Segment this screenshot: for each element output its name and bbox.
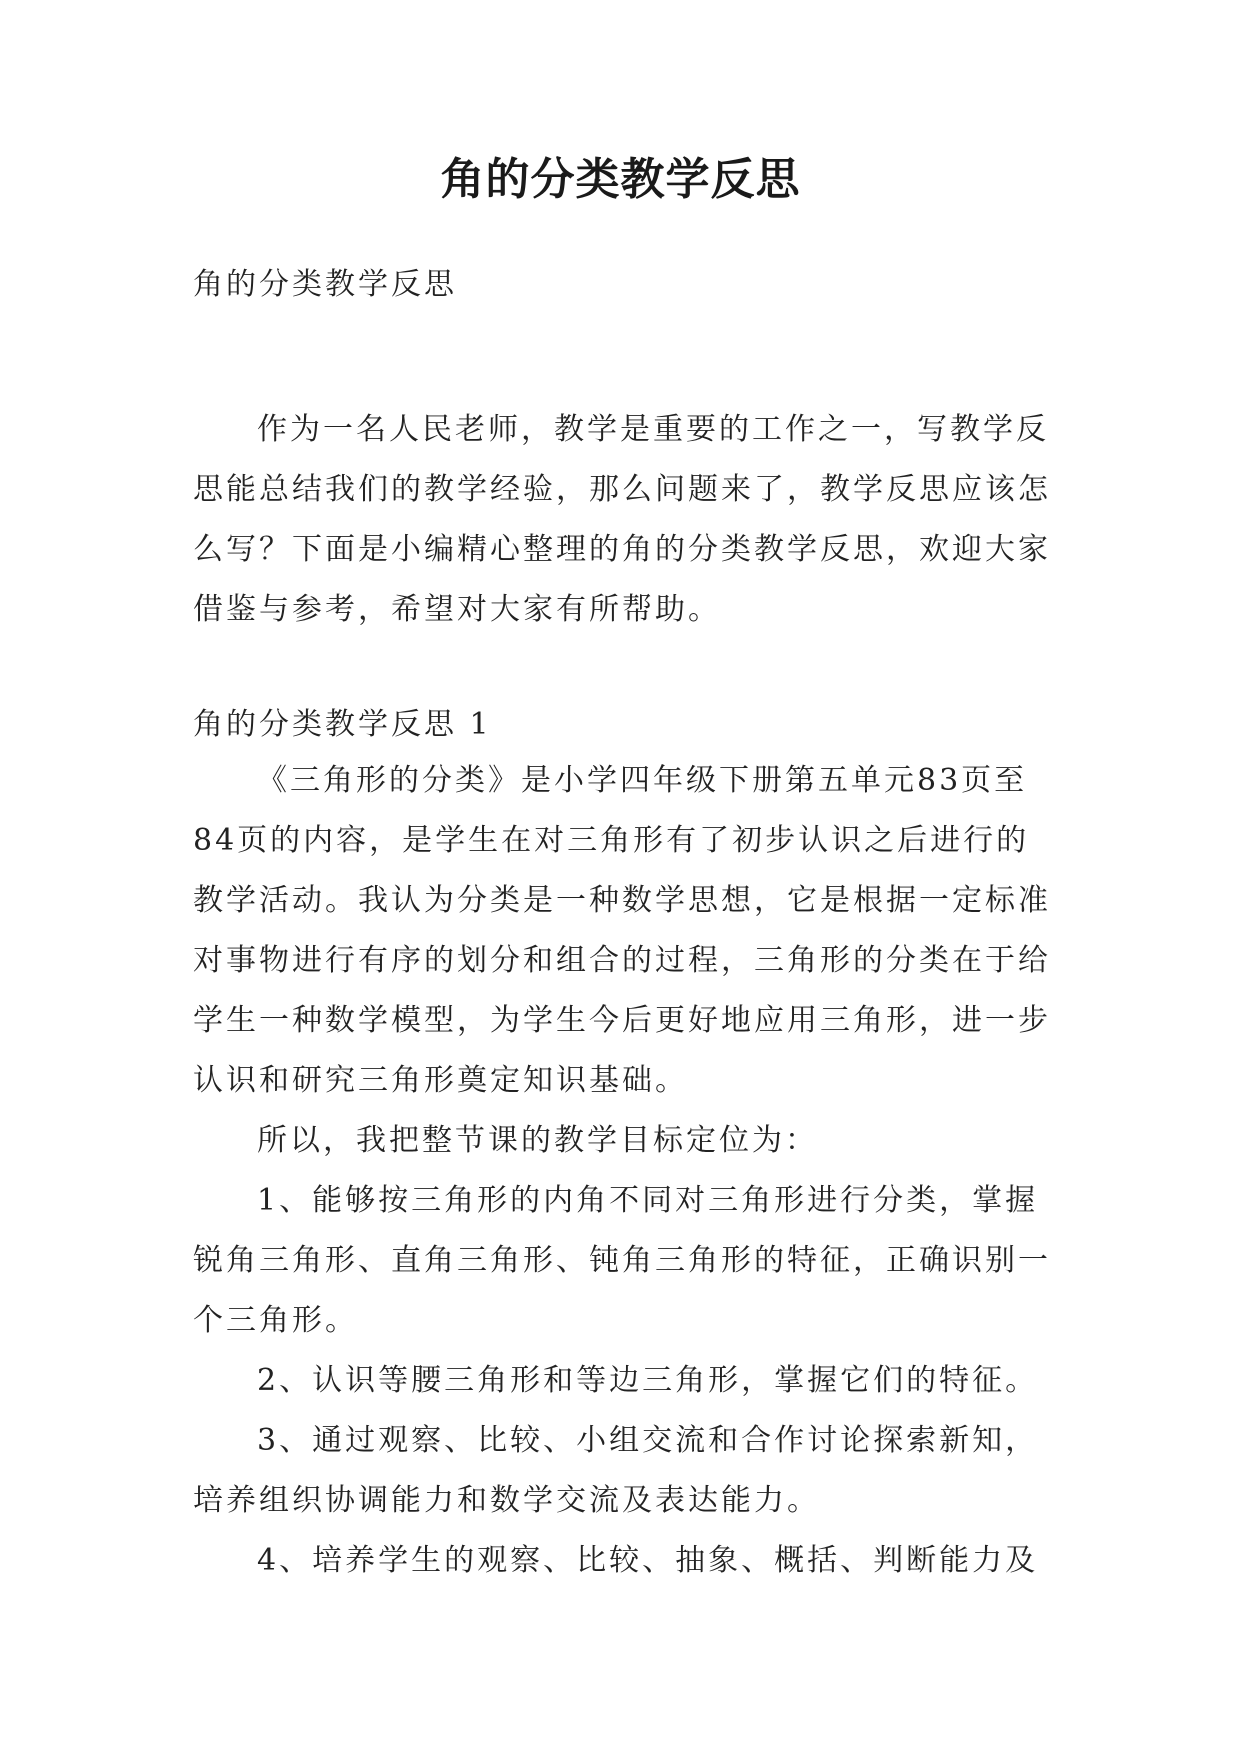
body-paragraph: 《三角形的分类》是小学四年级下册第五单元83页至84页的内容，是学生在对三角形有了初步认识之后进行的教学活动。我认为分类是一种数学思想，它是根据一定标准对事物进行有序的划分和组合的过程，三角形的分类在于给学生一种数学模型，为学生今后更好地应用三角形，进一步认识和研究三角形奠定知识基础。 [193,763,1051,1098]
body-paragraph: 4、培养学生的观察、比较、抽象、概括、判断能力及 [257,1543,1039,1578]
body-paragraph: 1、能够按三角形的内角不同对三角形进行分类，掌握锐角三角形、直角三角形、钝角三角形的特征，正确识别一个三角形。 [193,1183,1051,1338]
document-subtitle: 角的分类教学反思 [193,267,457,302]
body-paragraph: 2、认识等腰三角形和等边三角形，掌握它们的特征。 [257,1363,1039,1398]
section-heading: 角的分类教学反思 1 [193,707,492,742]
body-paragraph: 3、通过观察、比较、小组交流和合作讨论探索新知，培养组织协调能力和数学交流及表达能力。 [193,1423,1039,1518]
intro-paragraph: 作为一名人民老师，教学是重要的工作之一，写教学反思能总结我们的教学经验，那么问题来了，教学反思应该怎么写？下面是小编精心整理的角的分类教学反思，欢迎大家借鉴与参考，希望对大家有所帮助。 [193,412,1051,627]
document-title: 角的分类教学反思 [440,154,801,205]
section-content [193,751,1053,1591]
body-paragraph: 所以，我把整节课的教学目标定位为： [257,1123,818,1158]
